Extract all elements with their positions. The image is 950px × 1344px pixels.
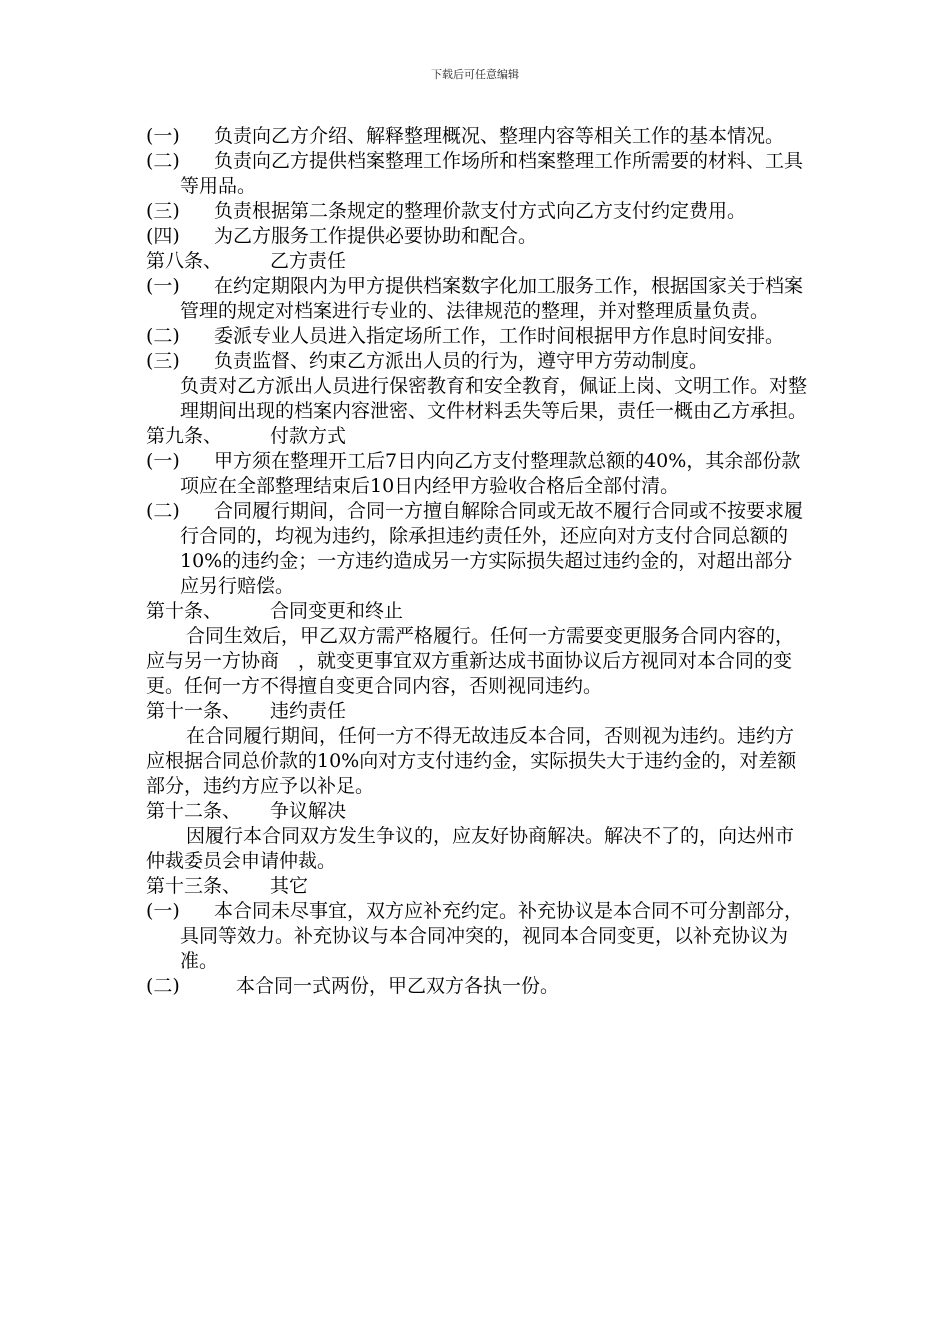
article-title: 违约责任 (270, 700, 347, 722)
article-title: 合同变更和终止 (270, 600, 404, 622)
clause-item (146, 124, 810, 149)
article-title: 争议解决 (270, 800, 347, 822)
article-number: 第八条、 (146, 250, 223, 272)
clause-text: 负责监督、约束乙方派出人员的行为，遵守甲方劳动制度。 (214, 350, 709, 372)
article-title: 乙方责任 (270, 250, 347, 272)
clause-number: (一) (146, 125, 180, 147)
clause-item (146, 324, 810, 349)
clause-number: (二) (146, 500, 180, 522)
article-number: 第十条、 (146, 600, 223, 622)
article-title: 其它 (270, 875, 309, 897)
clause-number: (一) (146, 275, 180, 297)
clause-item (146, 349, 810, 374)
article-heading (146, 599, 810, 624)
article-heading (146, 424, 810, 449)
article-paragraph: 因履行本合同双方发生争议的，应友好协商解决。解决不了的，向达州市仲裁委员会申请仲裁。 (146, 825, 795, 872)
clause-text: 委派专业人员进入指定场所工作，工作时间根据甲方作息时间安排。 (214, 325, 785, 347)
article-paragraph: 合同生效后，甲乙双方需严格履行。任何一方需要变更服务合同内容的，应与另一方协商 ，就变更事宜双方重新达成书面协议后方视同对本合同的变更。任何一方不得擅自变更合同内容，否则视同违约。 (146, 625, 795, 697)
clause-number: (二) (146, 325, 180, 347)
clause-item (146, 149, 810, 199)
article-number: 第十三条、 (146, 875, 242, 897)
clause-number: (一) (146, 450, 180, 472)
clause-item (146, 199, 810, 224)
clause-text: 本合同未尽事宜，双方应补充约定。补充协议是本合同不可分割部分，具同等效力。补充协议与本合同冲突的，视同本合同变更，以补充协议为准。 (180, 900, 804, 972)
article-number: 第十一条、 (146, 700, 242, 722)
article-number: 第九条、 (146, 425, 223, 447)
article-title: 付款方式 (270, 425, 347, 447)
article-number: 第十二条、 (146, 800, 242, 822)
clause-number: (一) (146, 900, 180, 922)
clause-text: 为乙方服务工作提供必要协助和配合。 (214, 225, 538, 247)
clause-text: 在约定期限内为甲方提供档案数字化加工服务工作，根据国家关于档案管理的规定对档案进行专业的、法律规范的整理，并对整理质量负责。 (180, 275, 804, 322)
article-heading (146, 874, 810, 899)
clause-number: (二) (146, 150, 180, 172)
document-body (146, 124, 810, 999)
clause-text: 负责向乙方提供档案整理工作场所和档案整理工作所需要的材料、工具等用品。 (180, 150, 804, 197)
clause-text: 合同履行期间，合同一方擅自解除合同或无故不履行合同或不按要求履行合同的，均视为违约，除承担违约责任外，还应向对方支付合同总额的10%的违约金；一方违约造成另一方实际损失超过违约金的，对超出部分应另行赔偿。 (180, 500, 804, 597)
clause-text: 负责向乙方介绍、解释整理概况、整理内容等相关工作的基本情况。 (214, 125, 785, 147)
page-header: 下载后可任意编辑 (431, 68, 519, 81)
article-heading (146, 249, 810, 274)
clause-text: 甲方须在整理开工后7日内向乙方支付整理款总额的40%，其余部份款项应在全部整理结束后10日内经甲方验收合格后全部付清。 (180, 450, 801, 497)
clause-number: (三) (146, 200, 180, 222)
article-heading (146, 699, 810, 724)
clause-item (146, 224, 810, 249)
clause-text: 本合同一式两份，甲乙双方各执一份。 (236, 975, 560, 997)
clause-number: (四) (146, 225, 180, 247)
clause-text: 负责根据第二条规定的整理价款支付方式向乙方支付约定费用。 (214, 200, 747, 222)
clause-item (146, 974, 810, 999)
clause-number: (三) (146, 350, 180, 372)
clause-item (146, 449, 810, 499)
article-paragraph: 在合同履行期间，任何一方不得无故违反本合同，否则视为违约。违约方应根据合同总价款的10%向对方支付违约金，实际损失大于违约金的，对差额部分，违约方应予以补足。 (146, 725, 797, 797)
clause-number: (二) (146, 975, 180, 997)
clause-continuation: 负责对乙方派出人员进行保密教育和安全教育，佩证上岗、文明工作。对整理期间出现的档案内容泄密、文件材料丢失等后果，责任一概由乙方承担。 (180, 375, 808, 422)
clause-item (146, 274, 810, 324)
clause-item (146, 899, 810, 974)
article-heading (146, 799, 810, 824)
clause-item (146, 499, 810, 599)
